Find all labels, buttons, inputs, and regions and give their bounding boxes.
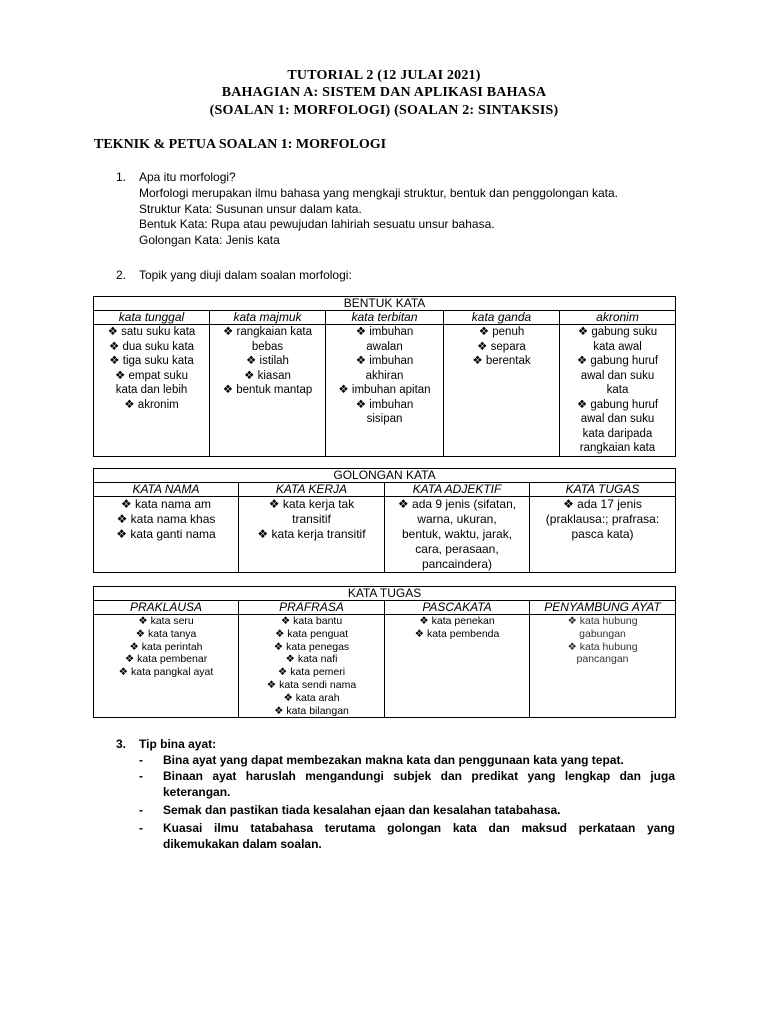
tip-line: dikemukakan dalam soalan. [163,837,322,851]
column-header: PENYAMBUNG AYAT [530,601,676,615]
list-item: ❖ satu suku kata [107,326,196,338]
tip-text-cont [163,784,675,800]
list-item: ❖ kata pembenar [124,653,208,666]
answer-line: Golongan Kata: Jenis kata [139,232,280,247]
column-header: PASCAKATA [385,601,530,615]
list-item: kata [606,384,629,396]
list-item: kata awal [593,340,642,353]
question-3 [116,736,217,752]
list-item: ❖ kata sendi nama [266,678,357,691]
header-tutorial: TUTORIAL 2 (12 JULAI 2021) [287,68,481,83]
table-cell-akronim [560,325,676,457]
column-header: PRAKLAUSA [94,601,239,615]
table-cell-kata-adjektif [385,497,530,573]
kata-tugas-table [93,586,676,718]
list-item: bentuk, waktu, jarak, [401,527,513,541]
list-item: ❖ kata nama am [120,497,212,511]
column-header: PRAFRASA [239,601,385,615]
question-3-number: 3. [116,737,127,751]
list-item: gabungan [579,627,626,640]
header-bahagian: BAHAGIAN A: SISTEM DAN APLIKASI BAHASA [221,85,547,100]
list-item: kata daripada [582,427,653,440]
list-item: ❖ gabung suku [577,326,658,338]
list-item: ❖ imbuhan [355,326,414,338]
list-item: warna, ukuran, [417,512,497,526]
answer-line: Morfologi merupakan ilmu bahasa yang mengkaji struktur, bentuk dan penggolongan kata. [139,186,618,200]
list-item: ❖ kata pemeri [277,666,346,679]
section-title: TEKNIK & PETUA SOALAN 1: MORFOLOGI [94,137,387,152]
list-item: ❖ tiga suku kata [109,355,194,367]
table-cell-penyambung-ayat [530,615,676,718]
question-1-title: Apa itu morfologi? [139,170,236,184]
list-item: pancaindera) [421,557,493,571]
tip-item [0,802,768,820]
tip-text [163,752,675,768]
table-cell-kata-tunggal [94,325,210,457]
list-item: ❖ istilah [246,355,289,367]
list-item: ❖ rangkaian kata [223,326,312,338]
list-item: awal dan suku [580,369,655,382]
list-item: ❖ kata bilangan [274,704,349,717]
list-item: ❖ dua suku kata [108,340,195,353]
list-item: ❖ kata hubung [567,615,638,627]
list-item: kata dan lebih [115,384,188,396]
list-item: ❖ kata kerja transitif [257,527,366,541]
list-item: awal dan suku [580,413,655,425]
list-item: bebas [251,340,284,353]
list-item: cara, perasaan, [415,542,499,556]
tip-line: Kuasai ilmu tatabahasa terutama golongan kata dan maksud perkataan yang [163,821,675,835]
table-cell-kata-ganda [444,325,560,457]
question-1-answer [139,186,618,248]
list-item: ❖ kata bantu [280,615,343,627]
list-item: ❖ separa [477,340,526,353]
table-cell-kata-terbitan [326,325,444,457]
column-header: KATA ADJEKTIF [385,483,530,497]
list-item: ❖ kata hubung [567,640,638,653]
list-item: akhiran [365,369,404,382]
column-header: kata majmuk [210,311,326,325]
tip-line: Semak dan pastikan tiada kesalahan ejaan dan kesalahan tatabahasa. [163,803,561,817]
column-header: KATA TUGAS [530,483,676,497]
list-item: pancangan [576,653,629,666]
answer-line: Bentuk Kata: Rupa atau pewujudan lahiriah sesuatu unsur bahasa. [139,217,495,231]
table-cell-prafrasa [239,615,385,718]
table-title: KATA TUGAS [94,587,676,601]
list-item: ❖ kata pangkal ayat [118,666,214,679]
list-item: ❖ berentak [472,355,531,367]
tip-text [163,820,675,836]
tip-text [163,802,675,818]
list-item: ❖ kata penguat [274,627,349,640]
tip-dash: - [139,821,143,835]
list-item: ❖ kata penegas [273,640,350,653]
column-header: KATA NAMA [94,483,239,497]
column-header: KATA KERJA [239,483,385,497]
list-item: ❖ kata ganti nama [116,527,216,541]
list-item: ❖ kata pembenda [414,627,500,640]
list-item: ❖ gabung huruf [576,398,659,411]
list-item: ❖ imbuhan apitan [338,384,431,396]
column-header: kata tunggal [94,311,210,325]
list-item: ❖ penuh [478,326,525,338]
answer-line: Struktur Kata: Susunan unsur dalam kata. [139,201,362,216]
question-2-title: Topik yang diuji dalam soalan morfologi: [139,268,352,282]
table-title: GOLONGAN KATA [94,469,676,483]
tip-text-cont [163,836,675,852]
list-item: ❖ kiasan [244,369,291,382]
list-item: ❖ imbuhan [355,355,414,367]
list-item: transitif [292,512,331,526]
list-item: awalan [366,340,403,353]
list-item: ❖ ada 9 jenis (sifatan, [397,497,517,511]
header-soalan: (SOALAN 1: MORFOLOGI) (SOALAN 2: SINTAKSIS) [209,103,559,118]
list-item: ❖ kata kerja tak [268,497,355,511]
list-item: ❖ kata tanya [135,627,197,640]
tips-list [0,752,768,852]
list-item: ❖ kata arah [283,691,340,704]
column-header: kata terbitan [326,311,444,325]
table-cell-kata-kerja [239,497,385,573]
tip-item [0,768,768,800]
tip-item [0,752,768,768]
list-item: ❖ imbuhan [355,398,414,411]
list-item: ❖ akronim [124,398,179,411]
question-3-title: Tip bina ayat: [139,737,217,751]
list-item: pasca kata) [571,527,634,541]
table-cell-praklausa [94,615,239,718]
table-cell-kata-majmuk [210,325,326,457]
tip-line: Bina ayat yang dapat membezakan makna kata dan penggunaan kata yang tepat. [163,753,624,767]
list-item: ❖ kata perintah [129,640,203,653]
list-item: sisipan [366,413,403,425]
list-item: (praklausa:; prafrasa: [545,512,660,526]
list-item: ❖ kata seru [138,615,194,627]
table-title: BENTUK KATA [94,297,676,311]
list-item: ❖ ada 17 jenis [563,497,642,511]
question-2-number: 2. [116,268,127,282]
table-cell-kata-tugas [530,497,676,573]
tip-dash: - [139,769,143,783]
bentuk-kata-table [93,296,676,457]
list-item: ❖ bentuk mantap [222,384,313,396]
column-header: kata ganda [444,311,560,325]
question-1-number: 1. [116,170,127,184]
list-item: ❖ kata penekan [419,615,495,627]
list-item: ❖ kata nafi [285,653,338,666]
tip-dash: - [139,803,143,817]
list-item: ❖ empat suku [115,369,188,382]
list-item: ❖ kata nama khas [116,512,216,526]
list-item: ❖ gabung huruf [576,355,659,367]
tip-line: Binaan ayat haruslah mengandungi subjek dan predikat yang lengkap dan juga [163,769,675,783]
table-cell-kata-nama [94,497,239,573]
table-cell-pascakata [385,615,530,718]
tip-line: keterangan. [163,785,231,799]
tip-dash: - [139,753,143,767]
tip-text [163,768,675,784]
tip-item [0,820,768,852]
column-header: akronim [560,311,676,325]
list-item: rangkaian kata [579,442,656,454]
golongan-kata-table [93,468,676,573]
